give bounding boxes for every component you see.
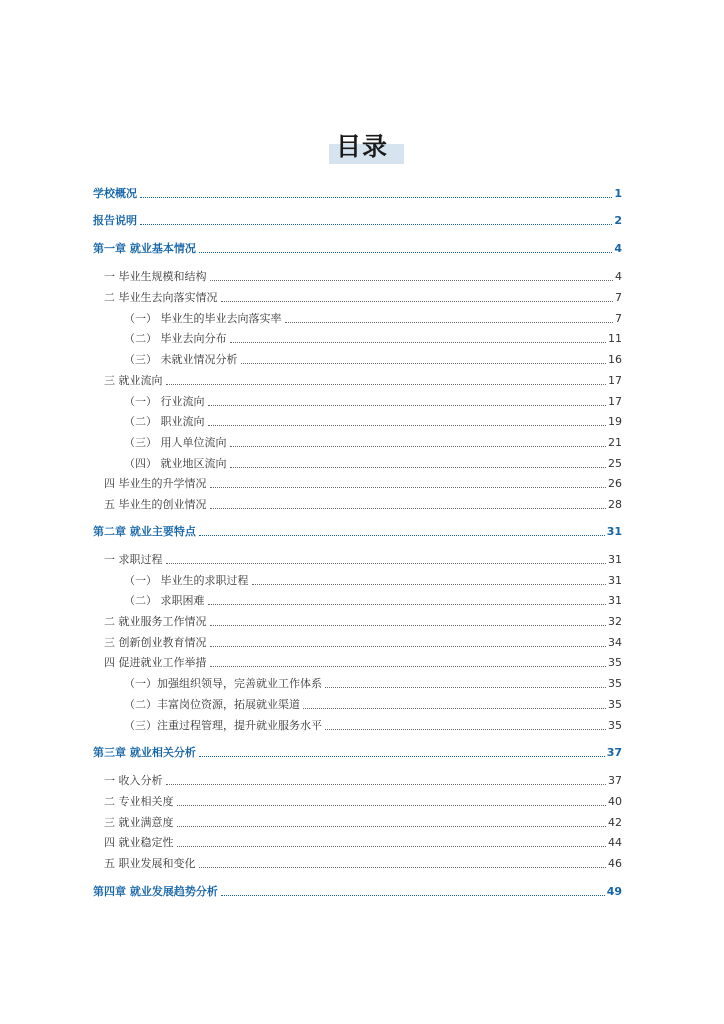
toc-page-number: 4 [615,270,622,283]
toc-entry[interactable] [104,290,622,306]
toc-entry-label: 二 专业相关度 [104,795,174,808]
toc-page-number: 31 [608,594,622,607]
toc-entry[interactable] [124,593,622,609]
toc-leader-dots [230,466,607,468]
toc-entry-label: （一）加强组织领导，完善就业工作体系 [124,677,322,690]
toc-leader-dots [210,665,607,667]
toc-entry[interactable] [124,331,622,347]
toc-entry-label: 一 收入分析 [104,774,163,787]
toc-chapter-entry[interactable] [93,241,622,257]
toc-page-number: 17 [608,395,622,408]
toc-entry[interactable] [124,718,622,734]
toc-leader-dots [140,223,612,225]
toc-leader-dots [210,486,607,488]
toc-leader-dots [210,507,607,509]
toc-entry[interactable] [124,435,622,451]
toc-leader-dots [210,624,607,626]
toc-page-number: 32 [608,615,622,628]
toc-entry-label: 三 创新创业教育情况 [104,636,207,649]
toc-leader-dots [325,728,606,730]
toc-entry[interactable] [104,815,622,831]
toc-entry-label: 一 求职过程 [104,553,163,566]
toc-entry-label: 报告说明 [93,214,137,227]
toc-entry[interactable] [104,552,622,568]
toc-leader-dots [199,534,605,536]
toc-leader-dots [252,583,607,585]
toc-page-number: 4 [614,242,622,255]
toc-leader-dots [166,383,607,385]
toc-page-number: 49 [606,885,622,898]
toc-leader-dots [199,251,613,253]
toc-leader-dots [325,686,606,688]
toc-leader-dots [303,707,606,709]
toc-entry[interactable] [124,414,622,430]
toc-entry-label: 学校概况 [93,187,137,200]
toc-entry-label: （一） 毕业生的求职过程 [124,574,249,587]
toc-entry-label: （一） 行业流向 [124,395,205,408]
toc-leader-dots [177,825,607,827]
toc-entry[interactable] [104,794,622,810]
toc-leader-dots [210,645,607,647]
toc-leader-dots [166,562,607,564]
toc-title: 目录 [335,132,388,161]
toc-entry-label: （三） 未就业情况分析 [124,353,238,366]
toc-page-number: 17 [608,374,622,387]
toc-leader-dots [241,362,607,364]
toc-entry[interactable] [124,311,622,327]
toc-page-number: 35 [608,677,622,690]
toc-chapter-entry[interactable] [93,884,622,900]
toc-entry[interactable] [104,614,622,630]
toc-entry-label: 三 就业满意度 [104,816,174,829]
toc-leader-dots [140,196,612,198]
toc-entry-label: （四） 就业地区流向 [124,457,227,470]
toc-title-block [0,130,724,170]
toc-entry[interactable] [104,269,622,285]
toc-entry-label: 二 就业服务工作情况 [104,615,207,628]
toc-entry[interactable] [124,573,622,589]
toc-page-number: 1 [614,187,622,200]
toc-entry-label: 四 毕业生的升学情况 [104,477,207,490]
toc-chapter-entry[interactable] [93,524,622,540]
toc-entry-label: 第一章 就业基本情况 [93,242,196,255]
toc-chapter-entry[interactable] [93,186,622,202]
toc-entry-label: 四 就业稳定性 [104,836,174,849]
toc-leader-dots [208,603,607,605]
toc-page-number: 34 [608,636,622,649]
toc-entry-label: （二） 毕业去向分布 [124,332,227,345]
toc-leader-dots [199,755,605,757]
toc-entry-label: （二） 求职困难 [124,594,205,607]
toc-page-number: 44 [608,836,622,849]
toc-chapter-entry[interactable] [93,745,622,761]
toc-entry-label: 二 毕业生去向落实情况 [104,291,218,304]
toc-page-number: 35 [608,719,622,732]
toc-page-number: 7 [615,312,622,325]
toc-page-number: 16 [608,353,622,366]
toc-page-number: 2 [614,214,622,227]
toc-leader-dots [208,424,607,426]
toc-entry-label: 第四章 就业发展趋势分析 [93,885,218,898]
toc-page-number: 21 [608,436,622,449]
toc-page-number: 37 [606,746,622,759]
toc-leader-dots [166,783,607,785]
toc-entry-label: 四 促进就业工作举措 [104,656,207,669]
toc-page-number: 46 [608,857,622,870]
toc-entry-label: （二） 职业流向 [124,415,205,428]
toc-page-number: 19 [608,415,622,428]
toc-entry[interactable] [104,655,622,671]
toc-page-number: 40 [608,795,622,808]
toc-leader-dots [230,341,607,343]
toc-entry[interactable] [124,394,622,410]
toc-entry-label: 第三章 就业相关分析 [93,746,196,759]
toc-entry-label: 一 毕业生规模和结构 [104,270,207,283]
toc-entry-label: 五 毕业生的创业情况 [104,498,207,511]
toc-entry[interactable] [124,697,622,713]
toc-entry-label: 三 就业流向 [104,374,163,387]
toc-page-number: 42 [608,816,622,829]
toc-entry-label: （三） 用人单位流向 [124,436,227,449]
toc-entry[interactable] [104,856,622,872]
toc-leader-dots [199,866,607,868]
toc-leader-dots [210,279,614,281]
toc-page-number: 28 [608,498,622,511]
toc-page-number: 25 [608,457,622,470]
toc-page-number: 35 [608,656,622,669]
toc-entry-label: 第二章 就业主要特点 [93,525,196,538]
toc-chapter-entry[interactable] [93,213,622,229]
toc-entry[interactable] [104,497,622,513]
toc-entry[interactable] [104,373,622,389]
toc-page-number: 26 [608,477,622,490]
toc-page-number: 31 [606,525,622,538]
toc-leader-dots [177,845,607,847]
toc-entry[interactable] [104,835,622,851]
toc-leader-dots [221,300,614,302]
toc-page-number: 35 [608,698,622,711]
toc-leader-dots [221,894,605,896]
toc-leader-dots [208,404,607,406]
toc-entry-label: 五 职业发展和变化 [104,857,196,870]
toc-entry-label: （一） 毕业生的毕业去向落实率 [124,312,282,325]
toc-page-number: 31 [608,574,622,587]
toc-page-number: 7 [615,291,622,304]
toc-leader-dots [177,804,607,806]
toc-leader-dots [230,445,607,447]
toc-entry[interactable] [104,476,622,492]
toc-entry-label: （二）丰富岗位资源，拓展就业渠道 [124,698,300,711]
toc-page-number: 37 [608,774,622,787]
toc-entry[interactable] [104,773,622,789]
toc-entry[interactable] [124,456,622,472]
toc-entry[interactable] [124,352,622,368]
toc-page-number: 11 [608,332,622,345]
toc-entry[interactable] [104,635,622,651]
toc-page-number: 31 [608,553,622,566]
toc-entry[interactable] [124,676,622,692]
toc-entry-label: （三）注重过程管理，提升就业服务水平 [124,719,322,732]
toc-leader-dots [285,321,614,323]
